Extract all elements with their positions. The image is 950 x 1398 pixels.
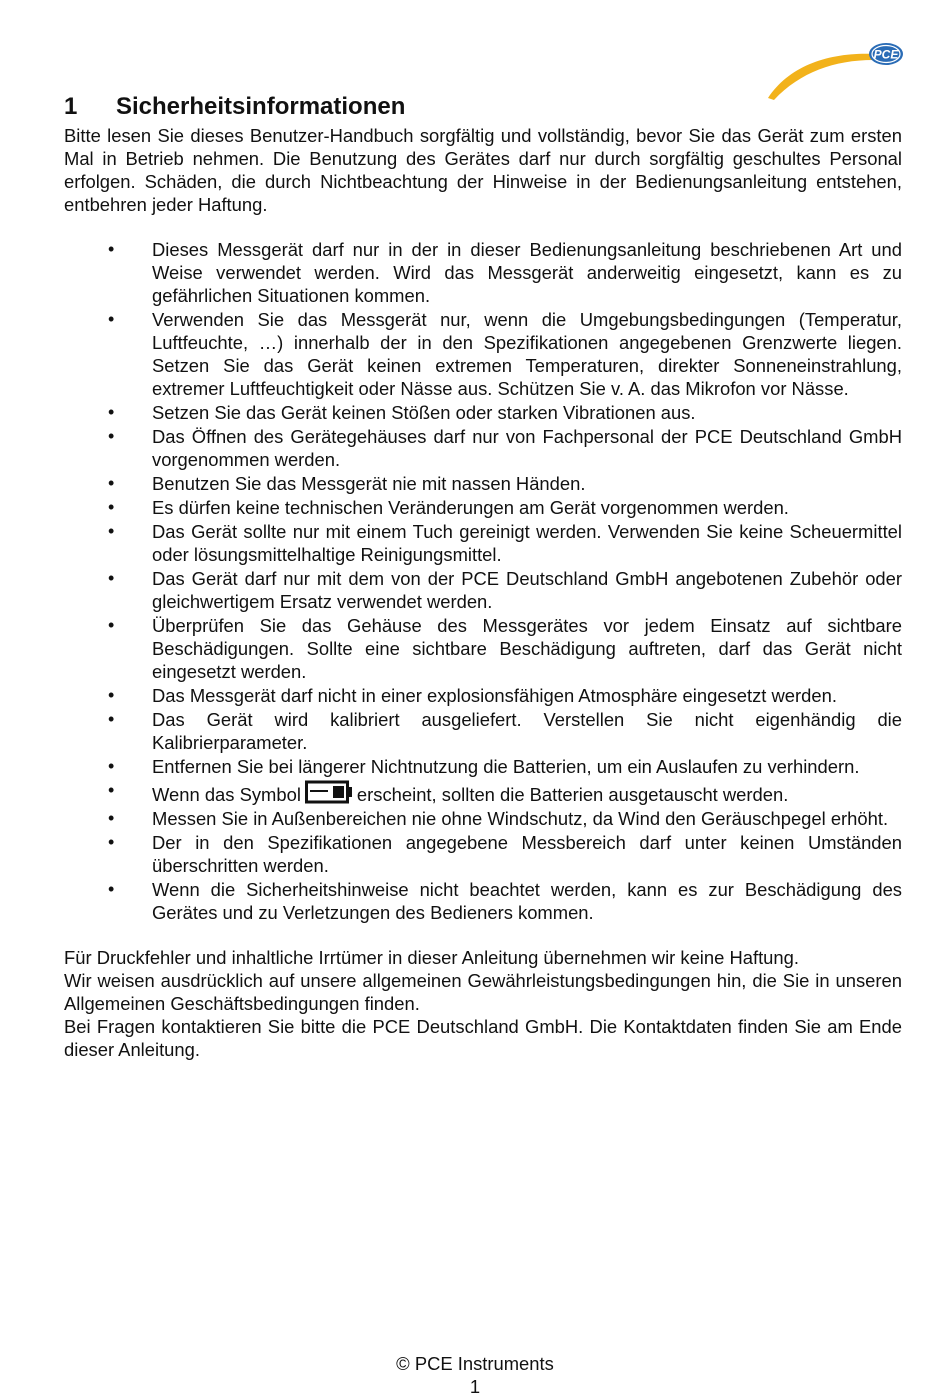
intro-paragraph: Bitte lesen Sie dieses Benutzer-Handbuch sorgfältig und vollständig, bevor Sie das Gerät zum ersten Mal in Betrieb nehmen. Die Benutzung des Gerätes darf nur durch sorgfältig geschultes Personal erfolgen. Schäden, die durch Nichtbeachtung der Hinweise in der Bedienungsanleitung entstehen, entbehren jeder Haftung. — [64, 125, 902, 215]
bullet-icon: • — [108, 879, 115, 899]
list-item: • Verwenden Sie das Messgerät nur, wenn die Umgebungsbedingungen (Temperatur, Luftfeuchte, …) innerhalb der in den Spezifikationen angegebenen Grenzwerte liegen. Setzen Sie das Gerät keinen extremen Temperaturen, direkter Sonneneinstrahlung, extremer Luftfeuchtigkeit oder Nässe aus. Schützen Sie v. A. das Mikrofon vor Nässe. — [108, 309, 902, 399]
list-item: • Entfernen Sie bei längerer Nichtnutzung die Batterien, um ein Auslaufen zu verhindern. — [108, 756, 860, 777]
bullet-icon: • — [108, 685, 115, 705]
logo-text: PCE — [873, 47, 899, 62]
bullet-icon: • — [108, 426, 115, 446]
bullet-icon: • — [108, 808, 115, 828]
list-item: • Das Gerät darf nur mit dem von der PCE Deutschland GmbH angebotenen Zubehör oder gleichwertigem Ersatz verwendet werden. — [108, 568, 902, 612]
safety-list — [64, 238, 902, 924]
closing-paragraph: Für Druckfehler und inhaltliche Irrtümer in dieser Anleitung übernehmen wir keine Haftung. — [64, 947, 799, 968]
section-heading — [64, 92, 902, 122]
closing-paragraph: Wir weisen ausdrücklich auf unsere allgemeinen Gewährleistungsbedingungen hin, die Sie in unseren Allgemeinen Geschäftsbedingungen finden. — [64, 970, 902, 1014]
list-item-battery: • Wenn das Symbol erscheint, sollten die Batterien ausgetauscht werden. — [108, 780, 789, 805]
list-item: • Das Gerät sollte nur mit einem Tuch gereinigt werden. Verwenden Sie keine Scheuermittel oder lösungsmittelhaltige Reinigungsmittel. — [108, 521, 902, 565]
list-item: • Setzen Sie das Gerät keinen Stößen oder starken Vibrationen aus. — [108, 402, 696, 423]
copyright-text: © PCE Instruments — [396, 1353, 554, 1374]
page-number: 1 — [469, 1376, 481, 1397]
bullet-icon: • — [108, 309, 115, 329]
bullet-icon: • — [108, 497, 115, 517]
bullet-icon: • — [108, 709, 115, 729]
closing-paragraph: Bei Fragen kontaktieren Sie bitte die PCE Deutschland GmbH. Die Kontaktdaten finden Sie am Ende dieser Anleitung. — [64, 1016, 902, 1060]
list-item: • Der in den Spezifikationen angegebene Messbereich darf unter keinen Umständen überschritten werden. — [108, 832, 902, 876]
list-item: • Wenn die Sicherheitshinweise nicht beachtet werden, kann es zur Beschädigung des Gerätes und zu Verletzungen des Bedieners kommen. — [108, 879, 902, 923]
document-body — [64, 92, 902, 1061]
list-item: • Das Öffnen des Gerätegehäuses darf nur von Fachpersonal der PCE Deutschland GmbH vorgenommen werden. — [108, 426, 902, 470]
list-item: • Das Messgerät darf nicht in einer explosionsfähigen Atmosphäre eingesetzt werden. — [108, 685, 837, 706]
pce-logo — [760, 40, 910, 100]
bullet-icon: • — [108, 780, 115, 800]
battery-low-icon — [305, 779, 353, 805]
bullet-icon: • — [108, 832, 115, 852]
section-title: Sicherheitsinformationen — [116, 93, 406, 120]
bullet-icon: • — [108, 568, 115, 588]
list-item: • Das Gerät wird kalibriert ausgeliefert. Verstellen Sie nicht eigenhändig die Kalibrierparameter. — [108, 709, 902, 753]
list-item: • Messen Sie in Außenbereichen nie ohne Windschutz, da Wind den Geräuschpegel erhöht. — [108, 808, 889, 829]
list-item: • Überprüfen Sie das Gehäuse des Messgerätes vor jedem Einsatz auf sichtbare Beschädigungen. Sollte eine sichtbare Beschädigung auftreten, darf das Gerät nicht eingesetzt werden. — [108, 615, 902, 682]
bullet-icon: • — [108, 615, 115, 635]
list-item: • Es dürfen keine technischen Veränderungen am Gerät vorgenommen werden. — [108, 497, 789, 518]
list-item: • Benutzen Sie das Messgerät nie mit nassen Händen. — [108, 473, 586, 494]
page-footer — [0, 1352, 950, 1398]
list-item: • Dieses Messgerät darf nur in der in dieser Bedienungsanleitung beschriebenen Art und Weise verwendet werden. Wird das Messgerät anderweitig eingesetzt, kann es zu gefährlichen Situationen kommen. — [108, 239, 902, 306]
section-number: 1 — [64, 93, 78, 120]
bullet-icon: • — [108, 473, 115, 493]
bullet-icon: • — [108, 239, 115, 259]
bullet-icon: • — [108, 402, 115, 422]
bullet-icon: • — [108, 521, 115, 541]
bullet-icon: • — [108, 756, 115, 776]
